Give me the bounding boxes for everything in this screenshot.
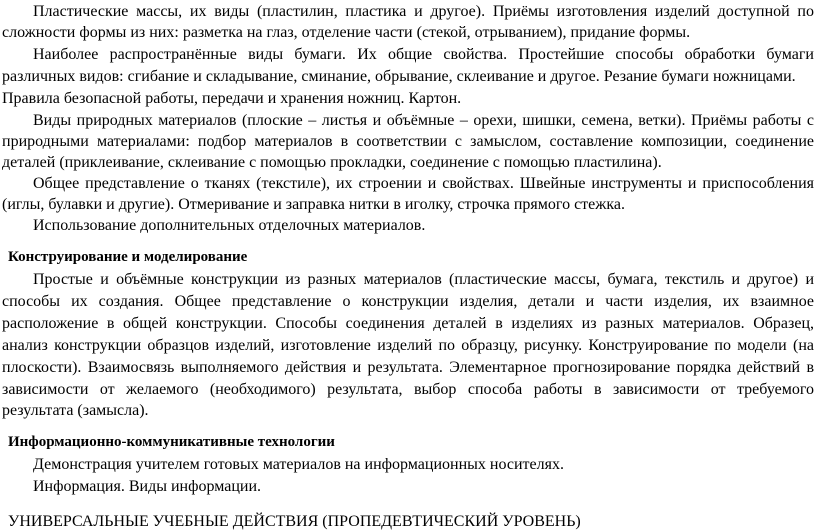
text-line: деталей (приклеивание, склеивание с помощью прокладки, соединение с помощью пластилина). [2,154,662,171]
text-line: анализ конструкции образцов изделий, изготовление изделий по образцу, рисунку. Конструирование по модели (на [2,337,814,354]
text-line: Виды природных материалов (плоские – листья и объёмные – орехи, шишки, семена, ветки). Приёмы работы с [33,112,814,129]
text-line: Правила безопасной работы, передачи и хранения ножниц. Картон. [2,90,462,107]
text-line: плоскости). Взаимосвязь выполняемого действия и результата. Элементарное прогнозирование порядка действий в [2,359,814,376]
text-line: Общее представление о тканях (текстиле), их строении и свойствах. Швейные инструменты и приспособления [33,175,814,192]
text-line: Использование дополнительных отделочных материалов. [33,217,426,234]
text-line: Простые и объёмные конструкции из разных материалов (пластические массы, бумага, текстиль и другое) и [33,271,814,288]
text-line: способы их создания. Общее представление о конструкции изделия, детали и части изделия, их взаимное [2,293,814,310]
text-line: расположение в общей конструкции. Способы соединения деталей в изделиях из разных материалов. Образец, [2,315,814,332]
text-line: сложности формы из них: разметка на глаз, отделение части (стекой, отрыванием), придание формы. [2,24,691,41]
text-line: зависимости от желаемого (необходимого) результата, выбор способа работы в зависимости от требуемого [2,381,814,398]
text-line: (иглы, булавки и другие). Отмеривание и заправка нитки в иголку, строчка прямого стежка. [2,196,625,213]
section-heading-universal: УНИВЕРСАЛЬНЫЕ УЧЕБНЫЕ ДЕЙСТВИЯ (ПРОПЕДЕВТИЧЕСКИЙ УРОВЕНЬ) [8,513,581,530]
text-line: различных видов: сгибание и складывание, сминание, обрывание, склеивание и другое. Резание бумаги ножницами. [2,68,796,85]
text-line: результата (замысла). [2,402,149,419]
text-line: Информация. Виды информации. [33,478,262,495]
text-line: природными материалами: подбор материалов в соответствии с замыслом, составление композиции, соединение [2,133,814,150]
text-line: Наиболее распространённые виды бумаги. Их общие свойства. Простейшие способы обработки бумаги [33,46,814,63]
text-line: Демонстрация учителем готовых материалов на информационных носителях. [33,456,564,473]
text-line: Пластические массы, их виды (пластилин, пластика и другое). Приёмы изготовления изделий доступной по [33,3,814,20]
section-heading-construction: Конструирование и моделирование [8,249,248,265]
section-heading-ict: Информационно-коммуникативные технологии [8,434,335,450]
